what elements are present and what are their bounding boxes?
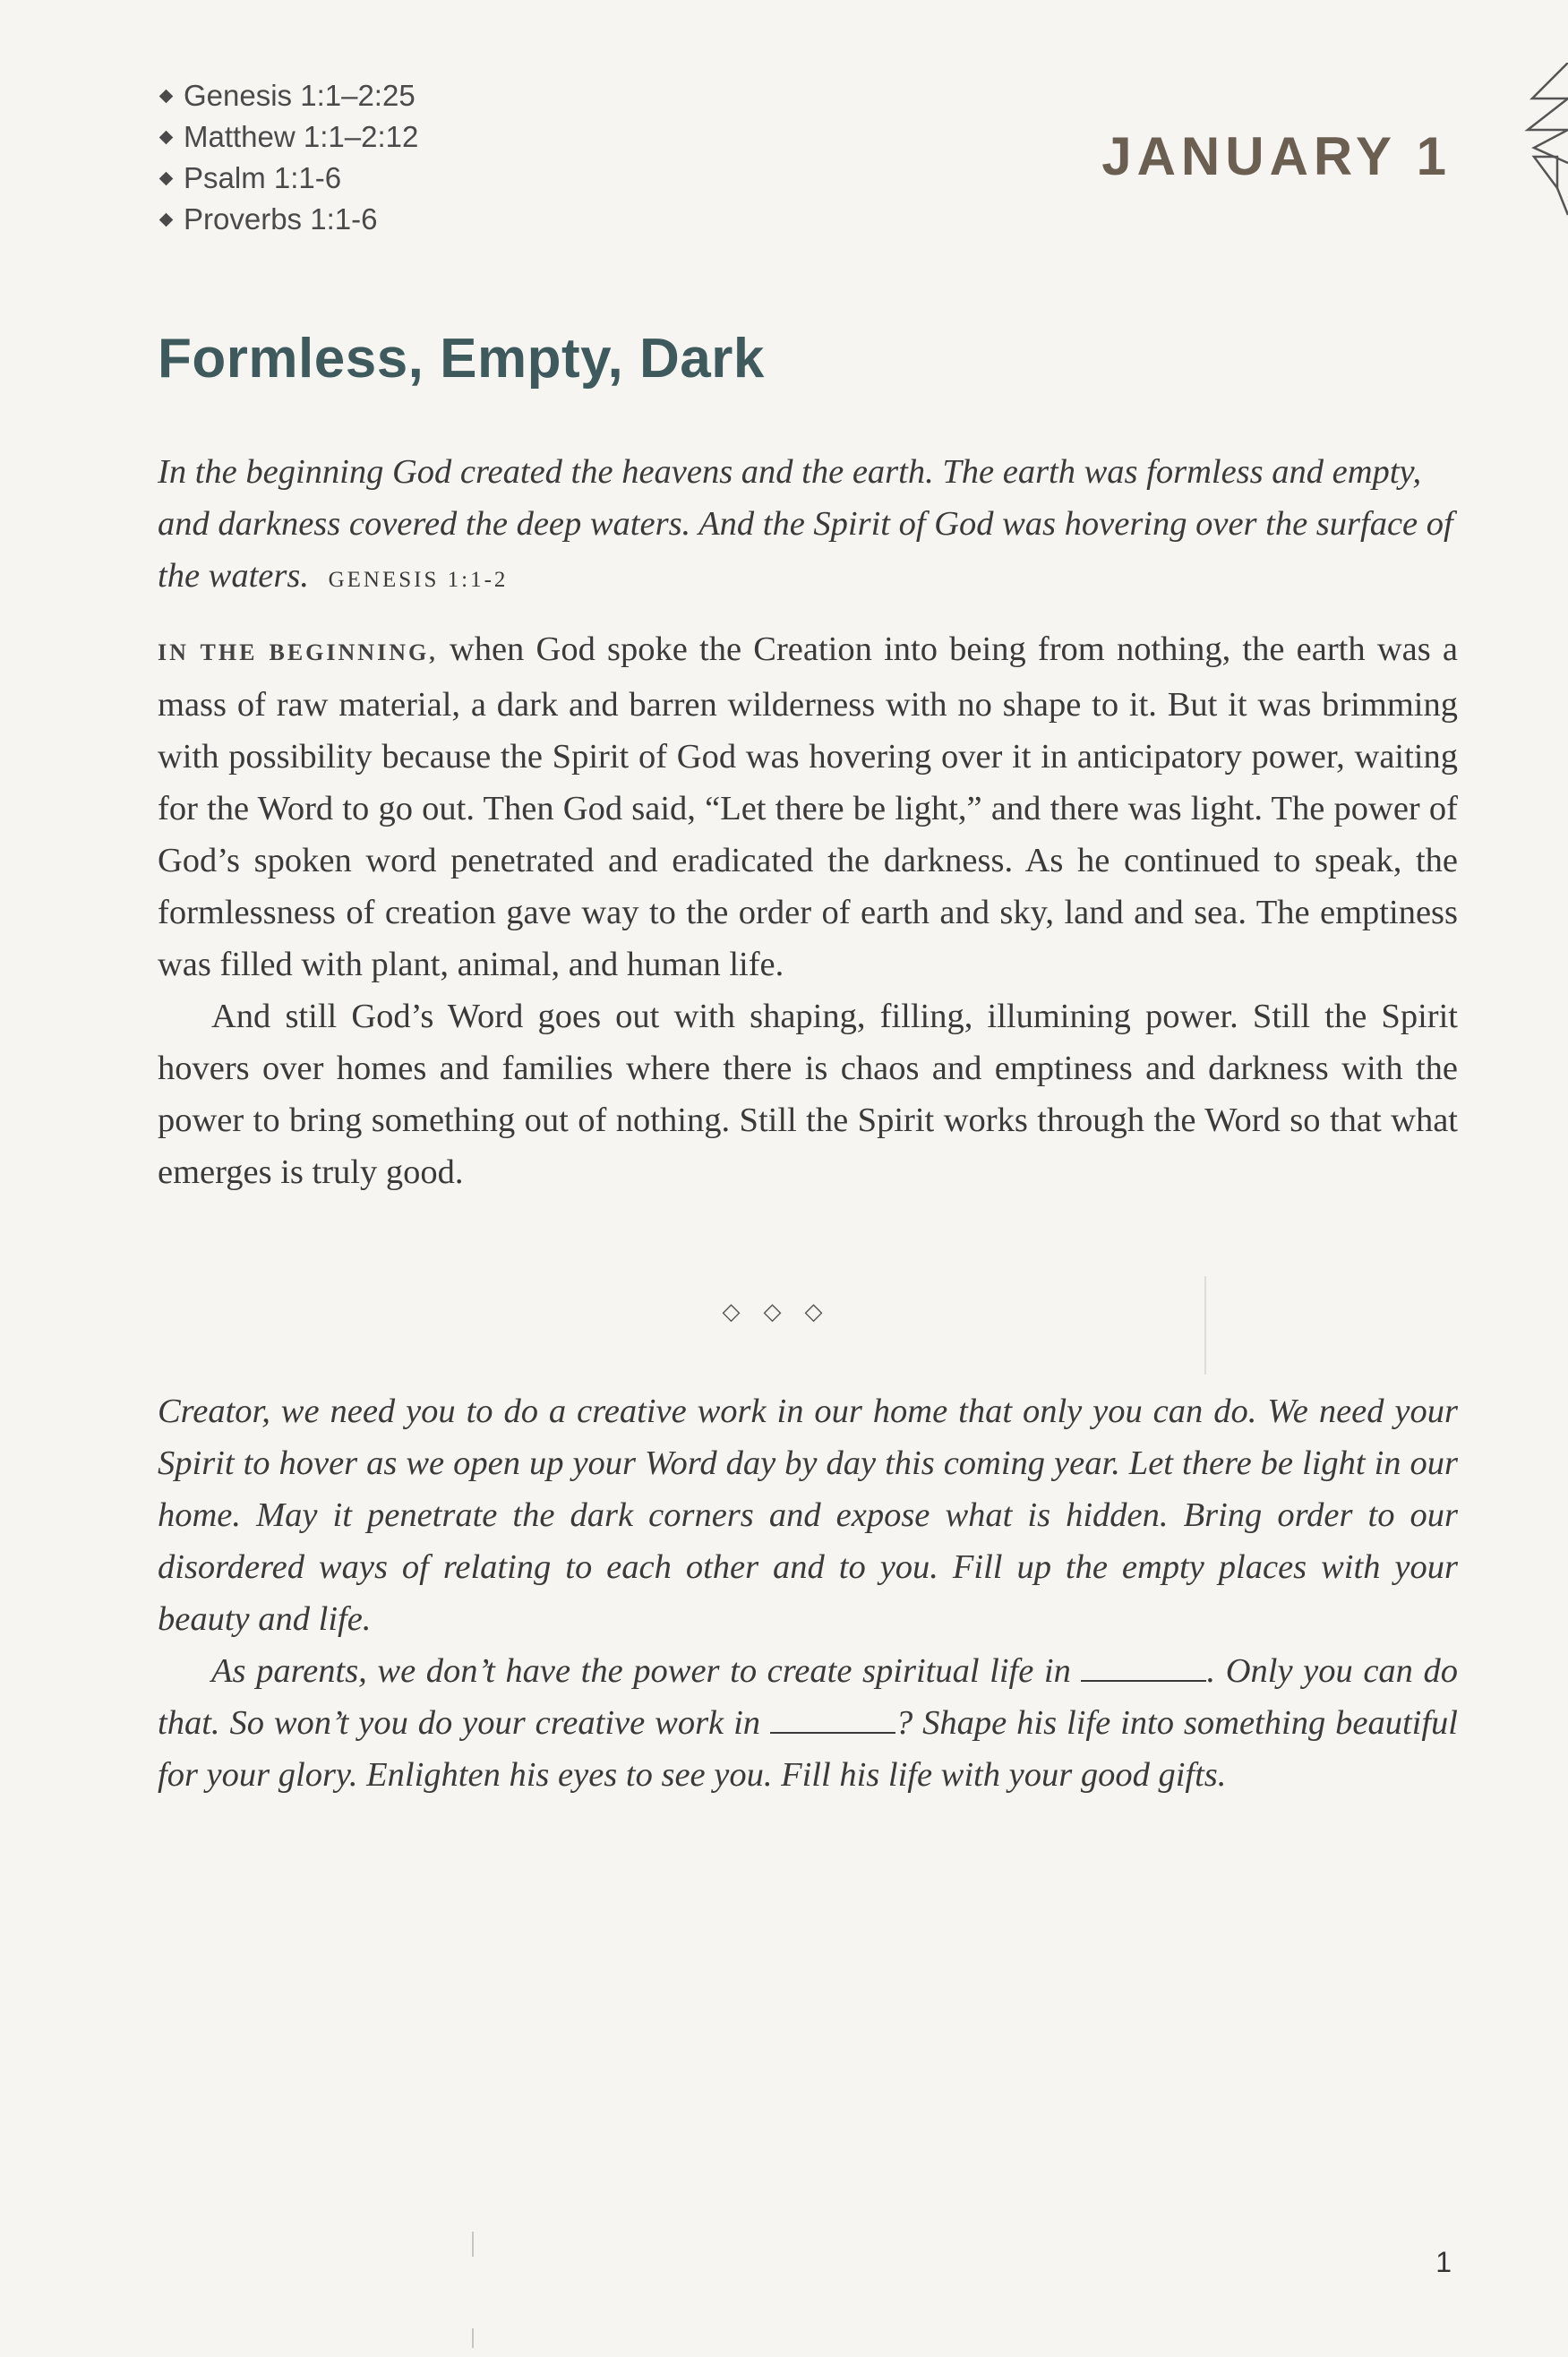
reading-item: Matthew 1:1–2:12 <box>158 116 418 158</box>
prayer-body <box>158 1385 1458 1801</box>
scan-artifact <box>472 2328 474 2348</box>
prayer-paragraph: Creator, we need you to do a creative work in our home that only you can do. We need your Spirit to hover as we open up your Word day by day this coming year. Let there be light in our home. May it penetrate the dark corners and expose what is hidden. Bring order to our disordered ways of relating to each other and to you. Fill up the empty places with your beauty and life. <box>158 1393 1458 1638</box>
date-heading: JANUARY 1 <box>1101 126 1452 186</box>
lead-in: IN THE BEGINNING, <box>158 639 438 665</box>
devotion-body <box>158 623 1458 1198</box>
daily-readings-list <box>158 75 418 240</box>
child-name-blank <box>770 1705 895 1734</box>
diamond-bullet-icon <box>159 89 174 103</box>
diamond-bullet-icon <box>159 130 174 144</box>
reading-item: Proverbs 1:1-6 <box>158 199 418 240</box>
diamond-bullet-icon <box>159 171 174 185</box>
reading-item: Genesis 1:1–2:25 <box>158 75 418 116</box>
devotion-paragraph: IN THE BEGINNING, when God spoke the Creation into being from nothing, the earth was a mass of raw material, a dark and barren wilderness with no shape to it. But it was brimming with possibility because the Spirit of God was hovering over it in anticipatory power, waiting for the Word to go out. Then God said, “Let there be light,” and there was light. The power of God’s spoken word penetrated and eradicated the darkness. As he continued to speak, the formlessness of creation gave way to the order of earth and sky, land and sea. The emptiness was filled with plant, animal, and human life. <box>158 630 1458 983</box>
scan-artifact <box>472 2232 474 2257</box>
scripture-verse <box>158 446 1458 606</box>
devotion-title: Formless, Empty, Dark <box>158 328 765 390</box>
page-number: 1 <box>1435 2246 1452 2278</box>
geometric-ornament-icon <box>1478 63 1568 224</box>
child-name-blank <box>1081 1653 1206 1682</box>
devotion-paragraph: And still God’s Word goes out with shaping, filling, illumining power. Still the Spirit hovers over homes and families where there is chaos and emptiness and darkness with the power to bring something out of nothing. Still the Spirit works through the Word so that what emerges is truly good. <box>158 998 1458 1191</box>
reading-item: Psalm 1:1-6 <box>158 158 418 199</box>
verse-text: In the beginning God created the heavens and the earth. The earth was formless and empty, and darkness covered the deep waters. And the Spirit of God was hovering over the surface of the waters. <box>158 453 1453 595</box>
scan-artifact <box>1204 1276 1206 1375</box>
diamond-bullet-icon <box>159 212 174 227</box>
verse-reference: GENESIS 1:1-2 <box>328 568 509 592</box>
prayer-paragraph: As parents, we don’t have the power to create spiritual life in . Only you can do that. So won’t you do your creative work in ? Shape his life into something beautiful for your glory. Enlighten his eyes to see you. Fill his life with your good gifts. <box>158 1652 1459 1794</box>
section-divider-icon: ◇◇◇ <box>722 1298 846 1325</box>
